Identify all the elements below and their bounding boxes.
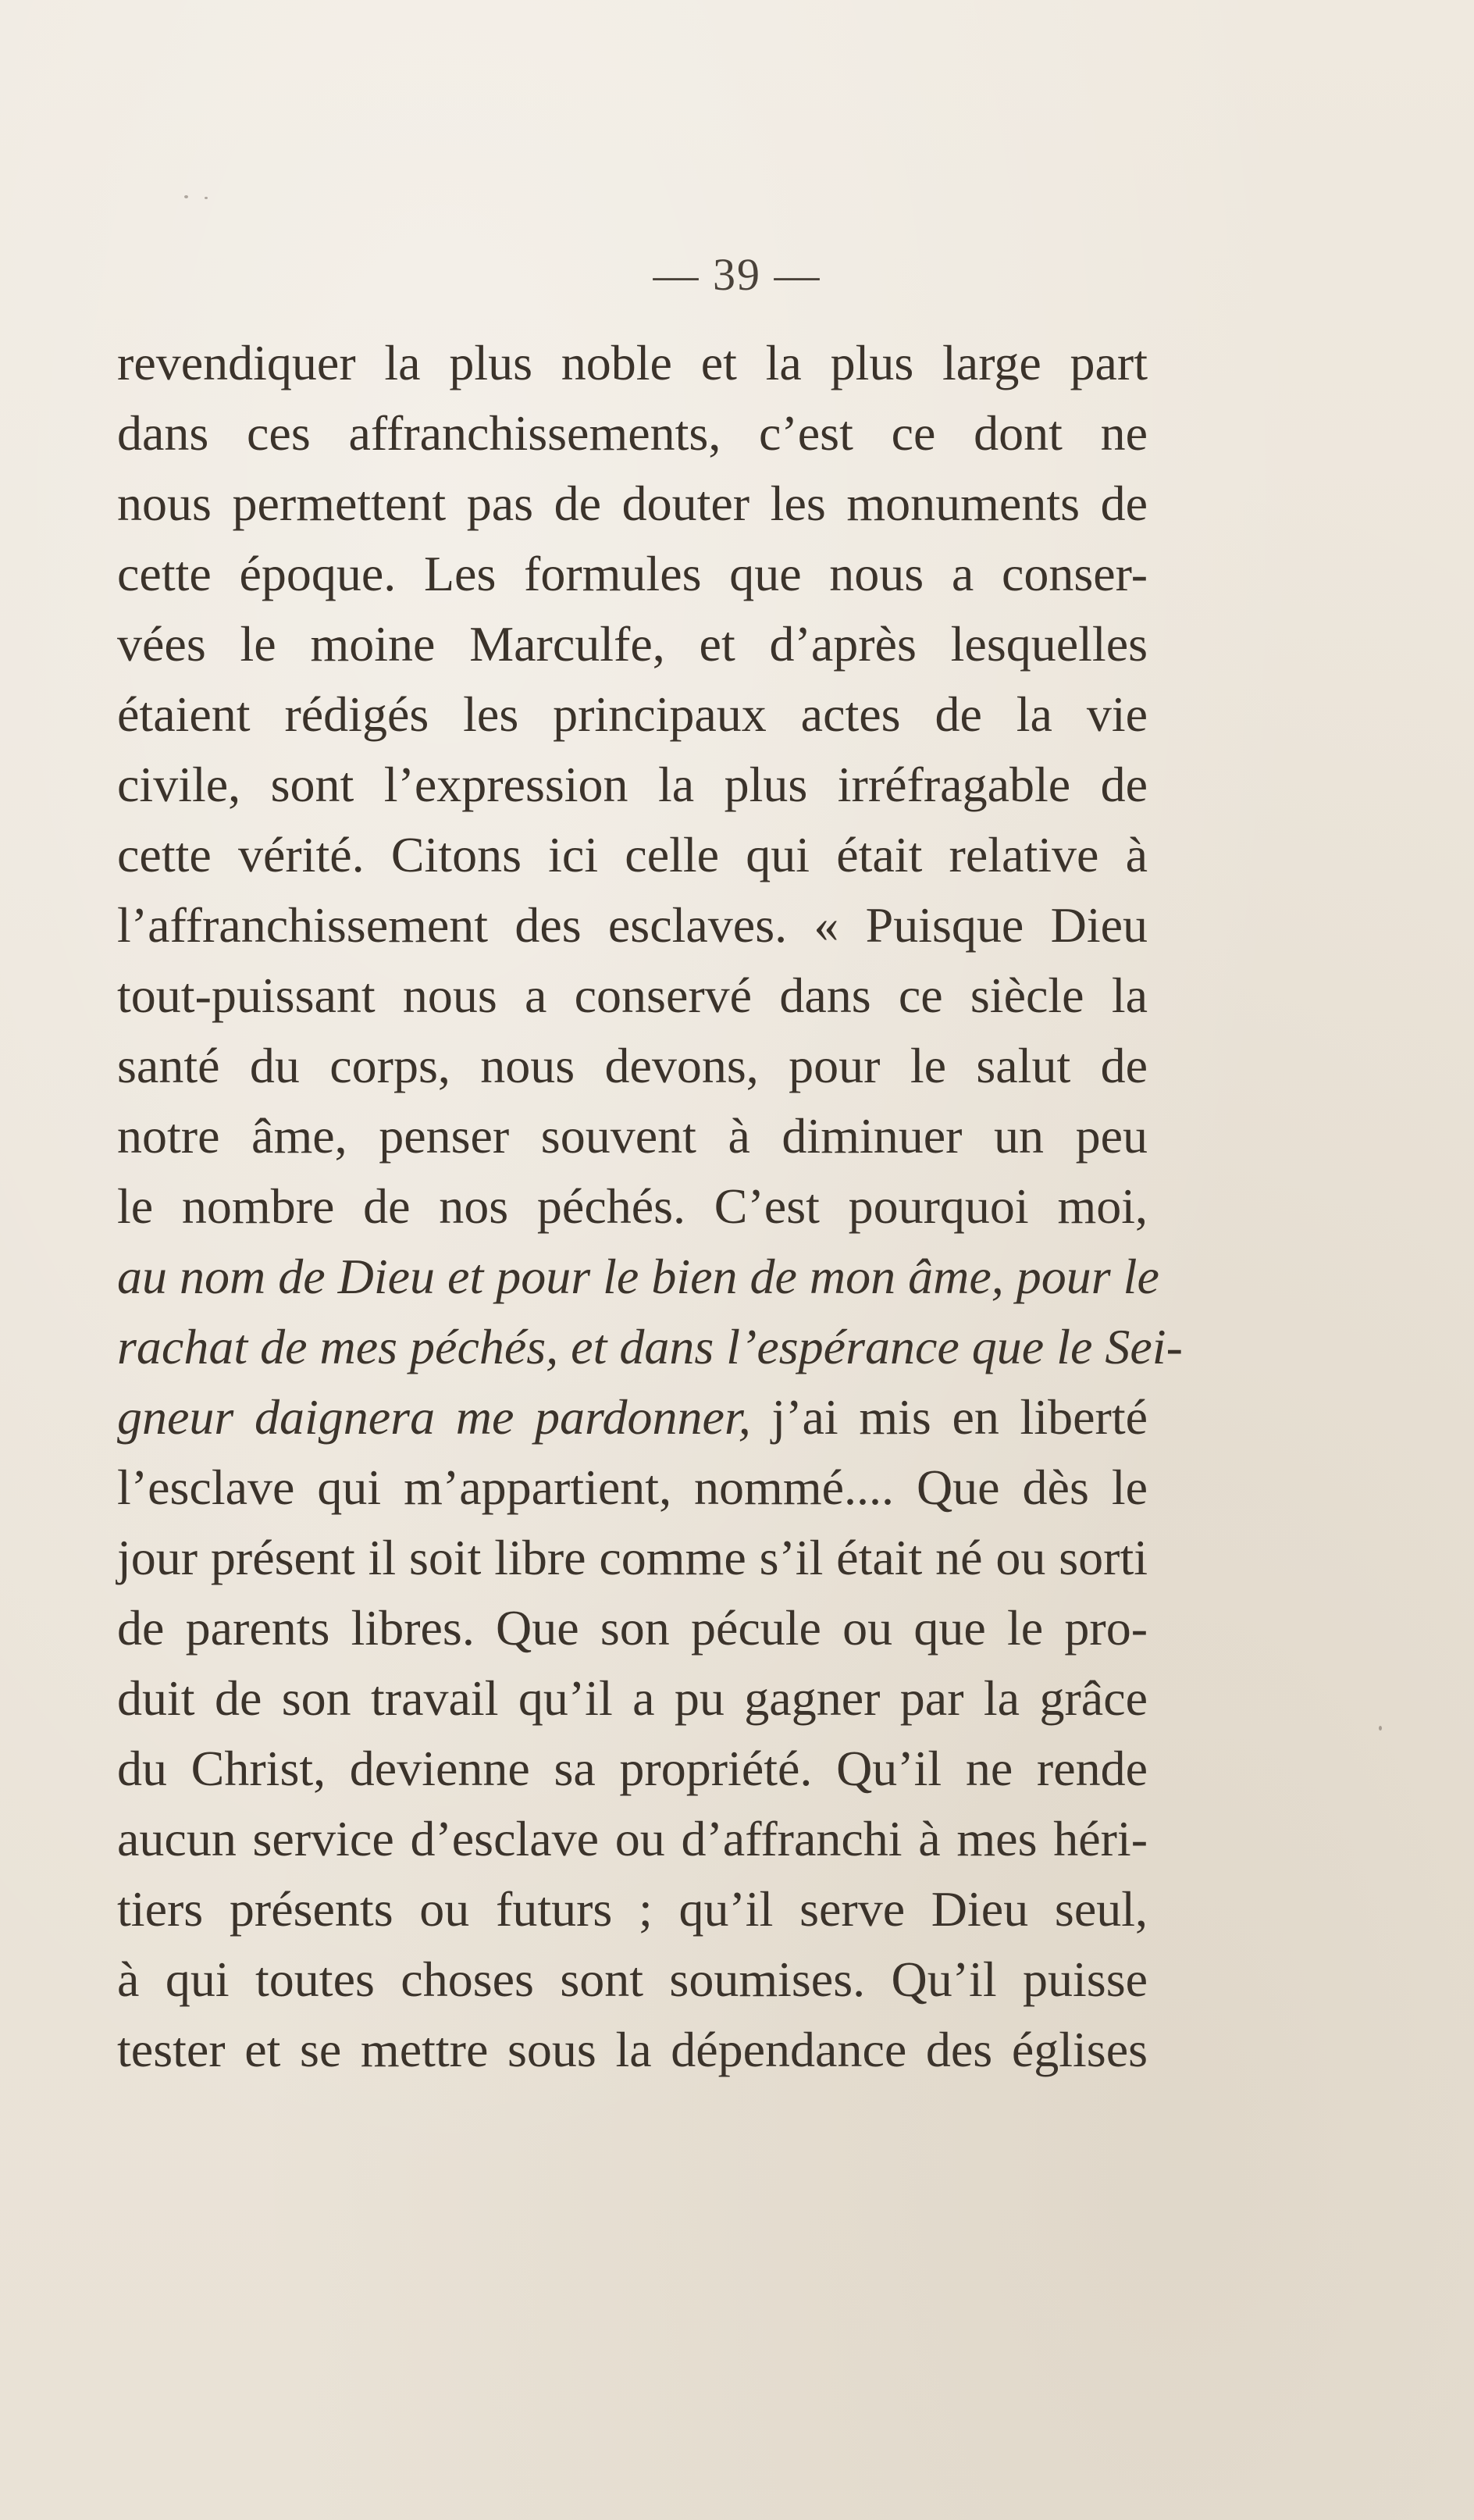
text-line bbox=[117, 1804, 1148, 1874]
text-segment: aucun service d’esclave ou d’affranchi à mes héri- bbox=[117, 1811, 1148, 1866]
text-segment: le nombre de nos péchés. C’est pourquoi moi, bbox=[117, 1178, 1148, 1234]
paper-speck bbox=[205, 197, 208, 199]
text-segment: tester et se mettre sous la dépendance des églises bbox=[117, 2022, 1148, 2077]
text-segment: revendiquer la plus noble et la plus large part bbox=[117, 335, 1148, 390]
text-line bbox=[117, 1874, 1148, 1944]
text-segment: jour présent il soit libre comme s’il était né ou sorti bbox=[117, 1530, 1148, 1585]
text-line bbox=[117, 1382, 1148, 1452]
text-line bbox=[117, 1101, 1148, 1171]
text-segment: civile, sont l’expression la plus irréfragable de bbox=[117, 757, 1148, 812]
text-segment: vées le moine Marculfe, et d’après lesquelles bbox=[117, 616, 1148, 672]
body-text bbox=[117, 328, 1183, 2085]
paper-speck bbox=[184, 195, 188, 198]
italic-text-segment: rachat de mes péchés, et dans l’espérance que le Sei- bbox=[117, 1319, 1183, 1374]
text-line bbox=[117, 469, 1148, 539]
text-segment: à qui toutes choses sont soumises. Qu’il puisse bbox=[117, 1951, 1148, 2007]
italic-text-segment: gneur daignera me pardonner, bbox=[117, 1389, 751, 1445]
text-segment: notre âme, penser souvent à diminuer un peu bbox=[117, 1108, 1148, 1164]
page-number: — 39 — bbox=[653, 249, 821, 300]
text-line bbox=[117, 1663, 1148, 1734]
text-line bbox=[117, 1523, 1148, 1593]
text-segment: tout-puissant nous a conservé dans ce siècle la bbox=[117, 968, 1148, 1023]
text-line bbox=[117, 1734, 1148, 1804]
text-line bbox=[117, 820, 1148, 890]
text-line bbox=[117, 2015, 1148, 2085]
text-line bbox=[117, 1593, 1148, 1663]
text-line bbox=[117, 328, 1148, 398]
text-segment: santé du corps, nous devons, pour le salut de bbox=[117, 1038, 1148, 1093]
italic-text-segment: au nom de Dieu et pour le bien de mon âme, pour le bbox=[117, 1249, 1159, 1304]
text-line bbox=[117, 539, 1148, 609]
text-line bbox=[117, 890, 1148, 961]
text-segment: du Christ, devienne sa propriété. Qu’il ne rende bbox=[117, 1741, 1148, 1796]
text-segment: étaient rédigés les principaux actes de la vie bbox=[117, 686, 1148, 742]
text-segment: cette vérité. Citons ici celle qui était relative à bbox=[117, 827, 1148, 882]
text-segment: dans ces affranchissements, c’est ce dont ne bbox=[117, 405, 1148, 461]
text-line bbox=[117, 398, 1148, 469]
text-segment: cette époque. Les formules que nous a conser- bbox=[117, 546, 1148, 601]
text-line bbox=[117, 961, 1148, 1031]
text-line bbox=[117, 750, 1148, 820]
text-line bbox=[117, 1031, 1148, 1101]
text-line bbox=[117, 609, 1148, 679]
text-line bbox=[117, 1242, 1159, 1312]
text-segment: duit de son travail qu’il a pu gagner par la grâce bbox=[117, 1670, 1148, 1726]
text-segment: tiers présents ou futurs ; qu’il serve Dieu seul, bbox=[117, 1881, 1148, 1937]
text-segment: l’esclave qui m’appartient, nommé.... Que dès le bbox=[117, 1460, 1148, 1515]
text-line bbox=[117, 679, 1148, 750]
text-line bbox=[117, 1312, 1183, 1382]
text-segment: de parents libres. Que son pécule ou que le pro- bbox=[117, 1600, 1148, 1656]
text-line bbox=[117, 1944, 1148, 2015]
text-line bbox=[117, 1452, 1148, 1523]
paper-speck bbox=[1379, 1726, 1382, 1730]
text-segment: nous permettent pas de douter les monuments de bbox=[117, 476, 1148, 531]
text-line bbox=[117, 1171, 1148, 1242]
text-segment: j’ai mis en liberté bbox=[750, 1389, 1148, 1445]
text-segment: l’affranchissement des esclaves. « Puisque Dieu bbox=[117, 897, 1148, 953]
